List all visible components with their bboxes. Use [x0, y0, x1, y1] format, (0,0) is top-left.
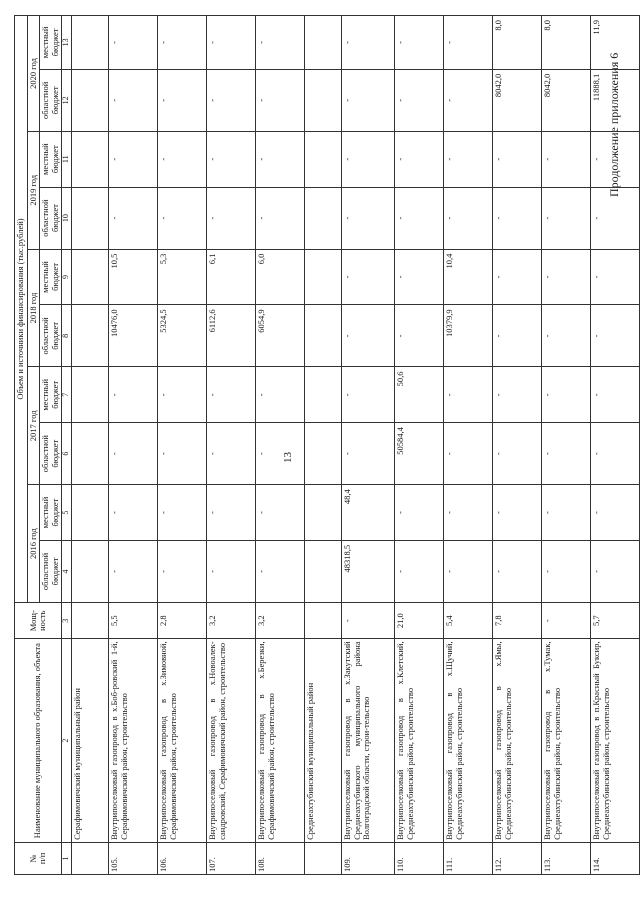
regional-budget-cell: 6112,6	[207, 305, 256, 367]
header-no: № п/п	[15, 842, 62, 874]
regional-budget-cell: -	[591, 305, 640, 367]
local-budget-cell: -	[591, 131, 640, 187]
table-row	[109, 16, 158, 875]
empty-cell	[305, 131, 342, 187]
row-no: 114.	[591, 842, 640, 874]
regional-budget-cell: -	[395, 69, 444, 131]
local-budget-cell: -	[256, 131, 305, 187]
regional-budget-cell: 50584,4	[395, 423, 444, 485]
header-year: 2018 год	[27, 249, 40, 367]
local-budget-cell: -	[342, 16, 395, 70]
empty-cell	[72, 540, 109, 602]
empty-cell	[72, 423, 109, 485]
row-no	[305, 842, 342, 874]
object-name: Внутрипоселковый газопровод в х.Клетский, Среднеахтубинский район, строительство	[395, 639, 444, 842]
regional-budget-cell: -	[109, 540, 158, 602]
regional-budget-cell: -	[395, 187, 444, 249]
regional-budget-cell: -	[591, 540, 640, 602]
row-no: 113.	[542, 842, 591, 874]
column-number: 5	[62, 485, 72, 541]
local-budget-cell: -	[207, 367, 256, 423]
header-local: местный бюджет	[40, 131, 62, 187]
object-name: Внутрипоселковый газопровод в х.Березки, Серафимовичский район, строительство	[256, 639, 305, 842]
row-no: 111.	[444, 842, 493, 874]
local-budget-cell: -	[207, 131, 256, 187]
empty-cell	[305, 305, 342, 367]
regional-budget-cell: -	[542, 423, 591, 485]
local-budget-cell: 8,0	[493, 16, 542, 70]
header-power: Мощ-ность	[15, 603, 62, 639]
table-row	[444, 16, 493, 875]
regional-budget-cell: -	[207, 187, 256, 249]
regional-budget-cell: -	[591, 423, 640, 485]
regional-budget-cell: -	[591, 187, 640, 249]
group-row	[305, 16, 342, 875]
empty-cell	[305, 603, 342, 639]
local-budget-cell: -	[395, 249, 444, 305]
row-no: 107.	[207, 842, 256, 874]
object-name: Внутрипоселковый газопровод в п.Красный Буксир, Среднеахтубинский район, строительство	[591, 639, 640, 842]
empty-cell	[72, 305, 109, 367]
local-budget-cell: -	[109, 485, 158, 541]
local-budget-cell: 11,9	[591, 16, 640, 70]
local-budget-cell: -	[395, 16, 444, 70]
object-name: Внутрипоселковый газопровод в х.Тумак, Среднеахтубинский район, строительство	[542, 639, 591, 842]
power-cell: 21,0	[395, 603, 444, 639]
regional-budget-cell: -	[256, 187, 305, 249]
regional-budget-cell: -	[207, 69, 256, 131]
empty-cell	[72, 187, 109, 249]
local-budget-cell: -	[256, 367, 305, 423]
local-budget-cell: -	[342, 367, 395, 423]
continuation-caption: Продолжение приложения 6	[607, 52, 621, 197]
header-finance: Объем и источники финансирования (тыс.рублей)	[15, 16, 28, 603]
regional-budget-cell: -	[493, 540, 542, 602]
power-cell: -	[542, 603, 591, 639]
regional-budget-cell: -	[444, 187, 493, 249]
regional-budget-cell: -	[493, 187, 542, 249]
power-cell: 5,4	[444, 603, 493, 639]
regional-budget-cell: -	[342, 69, 395, 131]
object-name: Внутрипоселковый газопровод в х.Ямы, Среднеахтубинский район, строительство	[493, 639, 542, 842]
regional-budget-cell: 6054,9	[256, 305, 305, 367]
table-row	[207, 16, 256, 875]
local-budget-cell: -	[158, 485, 207, 541]
local-budget-cell: 5,3	[158, 249, 207, 305]
local-budget-cell: -	[109, 16, 158, 70]
local-budget-cell: 10,4	[444, 249, 493, 305]
row-no: 108.	[256, 842, 305, 874]
regional-budget-cell: -	[109, 187, 158, 249]
local-budget-cell: -	[493, 367, 542, 423]
empty-cell	[305, 187, 342, 249]
regional-budget-cell: -	[158, 540, 207, 602]
object-name: Внутрипоселковый газопровод в х.Новоалек-сандровский, Серафимовичский район, строительство	[207, 639, 256, 842]
local-budget-cell: -	[591, 249, 640, 305]
empty-cell	[305, 249, 342, 305]
local-budget-cell: -	[542, 367, 591, 423]
column-number: 9	[62, 249, 72, 305]
row-no	[72, 842, 109, 874]
local-budget-cell: -	[158, 16, 207, 70]
local-budget-cell: -	[591, 485, 640, 541]
local-budget-cell: -	[444, 367, 493, 423]
group-row	[72, 16, 109, 875]
column-number: 11	[62, 131, 72, 187]
local-budget-cell: 50,6	[395, 367, 444, 423]
empty-cell	[72, 603, 109, 639]
header-local: местный бюджет	[40, 249, 62, 305]
row-no: 110.	[395, 842, 444, 874]
power-cell: -	[342, 603, 395, 639]
regional-budget-cell: 10476,0	[109, 305, 158, 367]
local-budget-cell: 8,0	[542, 16, 591, 70]
header-regional: областной бюджет	[40, 540, 62, 602]
local-budget-cell: -	[444, 131, 493, 187]
power-cell: 3,2	[256, 603, 305, 639]
header-year: 2019 год	[27, 131, 40, 249]
table-row	[158, 16, 207, 875]
empty-cell	[72, 367, 109, 423]
regional-budget-cell: 11888,1	[591, 69, 640, 131]
row-no: 109.	[342, 842, 395, 874]
regional-budget-cell: -	[542, 305, 591, 367]
local-budget-cell: -	[109, 367, 158, 423]
local-budget-cell: 10,5	[109, 249, 158, 305]
header-regional: областной бюджет	[40, 69, 62, 131]
table-body	[72, 16, 640, 875]
regional-budget-cell: -	[109, 69, 158, 131]
local-budget-cell: 6,1	[207, 249, 256, 305]
local-budget-cell: 48,4	[342, 485, 395, 541]
local-budget-cell: -	[158, 131, 207, 187]
local-budget-cell: -	[395, 485, 444, 541]
object-name: Внутрипоселковый газопровод в х.Щучий, Среднеахтубинский район, строительство	[444, 639, 493, 842]
local-budget-cell: -	[395, 131, 444, 187]
local-budget-cell: -	[591, 367, 640, 423]
local-budget-cell: -	[493, 131, 542, 187]
empty-cell	[72, 485, 109, 541]
object-name: Внутрипоселковый газопровод в х.Зимовной, Серафимовичский район, строительство	[158, 639, 207, 842]
table-row	[256, 16, 305, 875]
empty-cell	[72, 16, 109, 70]
financing-table	[14, 15, 640, 875]
local-budget-cell: -	[342, 249, 395, 305]
page-number: 13	[282, 452, 294, 463]
regional-budget-cell: -	[542, 187, 591, 249]
regional-budget-cell: -	[109, 423, 158, 485]
local-budget-cell: -	[493, 249, 542, 305]
regional-budget-cell: -	[542, 540, 591, 602]
local-budget-cell: -	[444, 16, 493, 70]
header-year: 2020 год	[27, 16, 40, 132]
empty-cell	[72, 249, 109, 305]
group-name: Серафимовичский муниципальный район	[72, 639, 109, 842]
regional-budget-cell: -	[342, 423, 395, 485]
empty-cell	[305, 485, 342, 541]
group-name: Среднеахтубинский муниципальный район	[305, 639, 342, 842]
column-number: 8	[62, 305, 72, 367]
table-row	[342, 16, 395, 875]
power-cell: 5,5	[109, 603, 158, 639]
column-number: 6	[62, 423, 72, 485]
empty-cell	[305, 367, 342, 423]
local-budget-cell: -	[542, 485, 591, 541]
header-local: местный бюджет	[40, 16, 62, 70]
regional-budget-cell: -	[158, 187, 207, 249]
regional-budget-cell: -	[158, 423, 207, 485]
regional-budget-cell: -	[395, 305, 444, 367]
regional-budget-cell: -	[256, 423, 305, 485]
header-regional: областной бюджет	[40, 187, 62, 249]
regional-budget-cell: -	[444, 69, 493, 131]
row-no: 105.	[109, 842, 158, 874]
column-number: 10	[62, 187, 72, 249]
empty-cell	[72, 131, 109, 187]
empty-cell	[305, 16, 342, 70]
regional-budget-cell: 5324,5	[158, 305, 207, 367]
column-number: 7	[62, 367, 72, 423]
regional-budget-cell: -	[342, 305, 395, 367]
column-number: 12	[62, 69, 72, 131]
header-year: 2016 год	[27, 485, 40, 603]
object-name: Внутрипоселковый газопровод в х.Закутский Среднеахтубинского муниципального района Волгоградской области, строи-тельство	[342, 639, 395, 842]
power-cell: 5,7	[591, 603, 640, 639]
table-row	[542, 16, 591, 875]
power-cell: 3,2	[207, 603, 256, 639]
empty-cell	[305, 423, 342, 485]
empty-cell	[72, 69, 109, 131]
header-name: Наименование муниципального образования, объекта	[15, 639, 62, 842]
regional-budget-cell: -	[395, 540, 444, 602]
local-budget-cell: -	[493, 485, 542, 541]
local-budget-cell: -	[256, 16, 305, 70]
column-number: 13	[62, 16, 72, 70]
regional-budget-cell: -	[444, 540, 493, 602]
object-name: Внутрипоселковый газопровод в х.Боб-ровский 1-й, Серафимовичский район, строительство	[109, 639, 158, 842]
local-budget-cell: -	[256, 485, 305, 541]
table-row	[591, 16, 640, 875]
regional-budget-cell: 8042,0	[542, 69, 591, 131]
local-budget-cell: -	[542, 249, 591, 305]
local-budget-cell: -	[444, 485, 493, 541]
row-no: 106.	[158, 842, 207, 874]
column-number: 1	[62, 842, 72, 874]
local-budget-cell: -	[342, 131, 395, 187]
local-budget-cell: -	[207, 485, 256, 541]
column-number: 3	[62, 603, 72, 639]
header-local: местный бюджет	[40, 367, 62, 423]
column-number: 4	[62, 540, 72, 602]
regional-budget-cell: -	[256, 540, 305, 602]
header-regional: областной бюджет	[40, 423, 62, 485]
local-budget-cell: -	[109, 131, 158, 187]
regional-budget-cell: 10379,9	[444, 305, 493, 367]
table-row	[395, 16, 444, 875]
header-regional: областной бюджет	[40, 305, 62, 367]
regional-budget-cell: -	[493, 305, 542, 367]
regional-budget-cell: 8042,0	[493, 69, 542, 131]
power-cell: 2,8	[158, 603, 207, 639]
regional-budget-cell: -	[342, 187, 395, 249]
regional-budget-cell: 48318,5	[342, 540, 395, 602]
empty-cell	[305, 69, 342, 131]
column-number: 2	[62, 639, 72, 842]
regional-budget-cell: -	[207, 423, 256, 485]
header-year: 2017 год	[27, 367, 40, 485]
local-budget-cell: -	[158, 367, 207, 423]
local-budget-cell: -	[207, 16, 256, 70]
power-cell: 7,8	[493, 603, 542, 639]
table-row	[493, 16, 542, 875]
regional-budget-cell: -	[158, 69, 207, 131]
regional-budget-cell: -	[207, 540, 256, 602]
row-no: 112.	[493, 842, 542, 874]
regional-budget-cell: -	[493, 423, 542, 485]
header-local: местный бюджет	[40, 485, 62, 541]
empty-cell	[305, 540, 342, 602]
local-budget-cell: -	[542, 131, 591, 187]
regional-budget-cell: -	[444, 423, 493, 485]
regional-budget-cell: -	[256, 69, 305, 131]
local-budget-cell: 6,0	[256, 249, 305, 305]
